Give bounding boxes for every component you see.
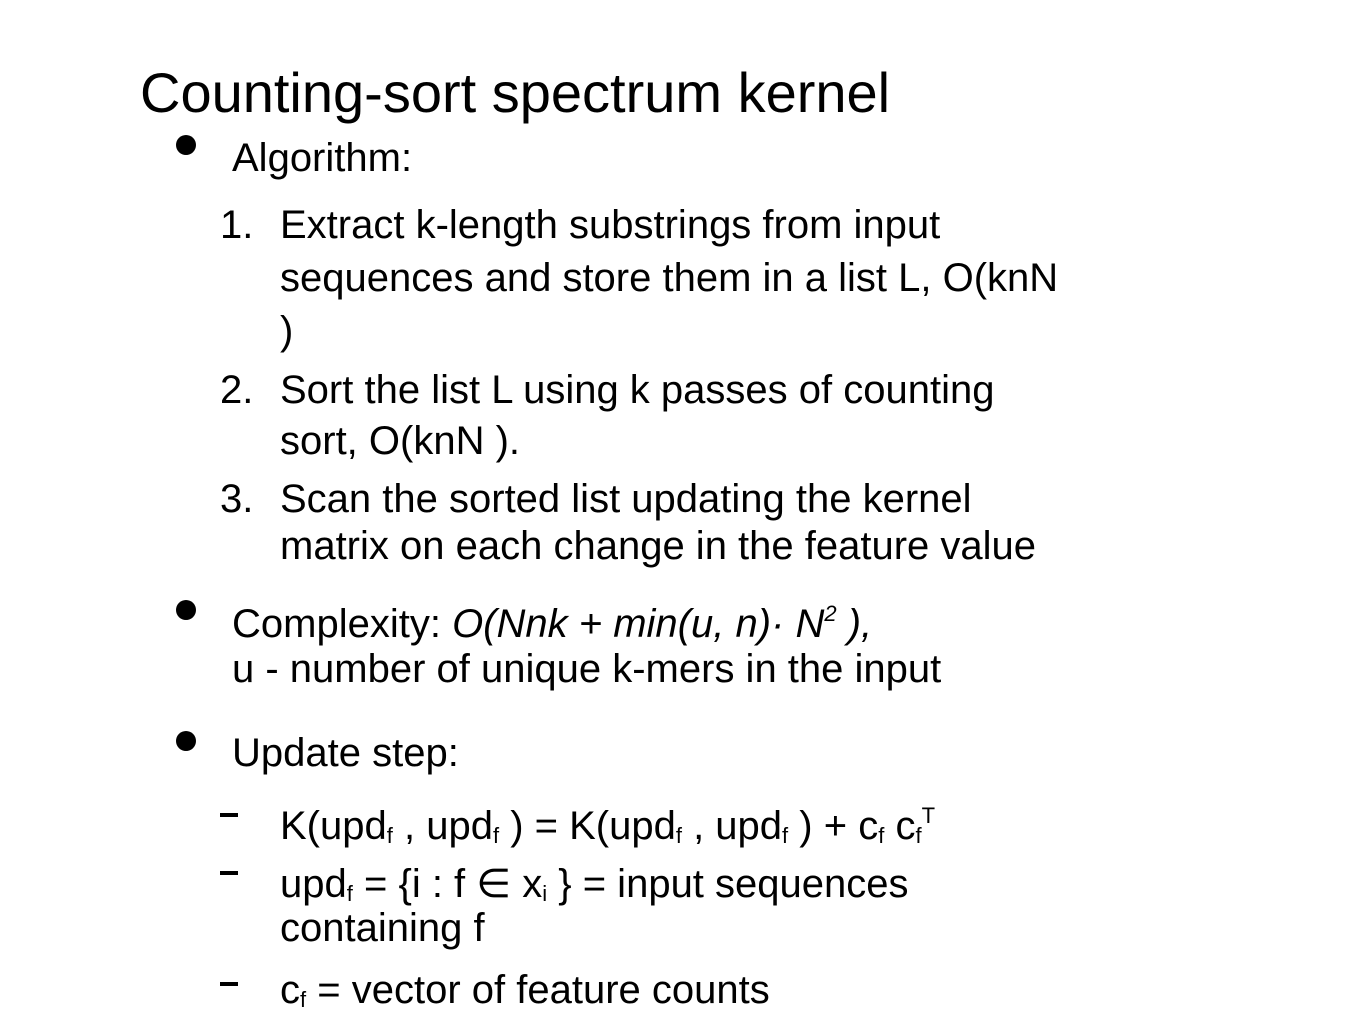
dash-marker	[220, 982, 238, 986]
complexity-label: Complexity:	[232, 602, 453, 646]
complexity-line-1	[232, 600, 872, 648]
slide-title: Counting-sort spectrum kernel	[140, 61, 891, 124]
step-2-line-2: sort, O(knN ).	[280, 419, 521, 463]
dash-marker	[220, 813, 238, 817]
dash-marker	[220, 871, 238, 875]
step-3-line-2: matrix on each change in the feature value	[280, 524, 1037, 568]
step-1-line-2: sequences and store them in a list L, O(knN	[280, 256, 1059, 300]
update-item-2-line-1: upd$_f$ = {i : f ∈ $x_i$ } = input sequences	[280, 862, 909, 906]
complexity-line-2: u - number of unique k-mers in the input	[232, 647, 942, 691]
update-label: Update step:	[232, 731, 459, 775]
step-3-line-1: Scan the sorted list updating the kernel	[280, 477, 972, 521]
step-3-number: 3.	[220, 477, 254, 521]
step-2-number: 2.	[220, 368, 254, 412]
step-2-line-1: Sort the list L using k passes of counting	[280, 368, 995, 412]
update-item-3: $c_f$ = vector of feature counts	[280, 968, 770, 1012]
bullet-dot	[176, 600, 196, 620]
step-1-line-3: )	[280, 309, 294, 353]
algorithm-label: Algorithm:	[232, 136, 413, 180]
step-1-line-1: Extract k-length substrings from input	[280, 203, 941, 247]
complexity-formula: O(Nnk + min(u, $n)\cdot N^2$ ),	[452, 601, 873, 646]
bullet-dot	[176, 731, 196, 751]
bullet-dot	[176, 135, 196, 155]
step-1-number: 1.	[220, 203, 254, 247]
update-item-2-line-2: containing f	[280, 906, 485, 950]
update-item-1: K(upd$_f$ , upd$_f$ ) = K(upd$_f$ , upd$_f$ ) + $c_f$ $c_f^T$	[280, 803, 936, 848]
